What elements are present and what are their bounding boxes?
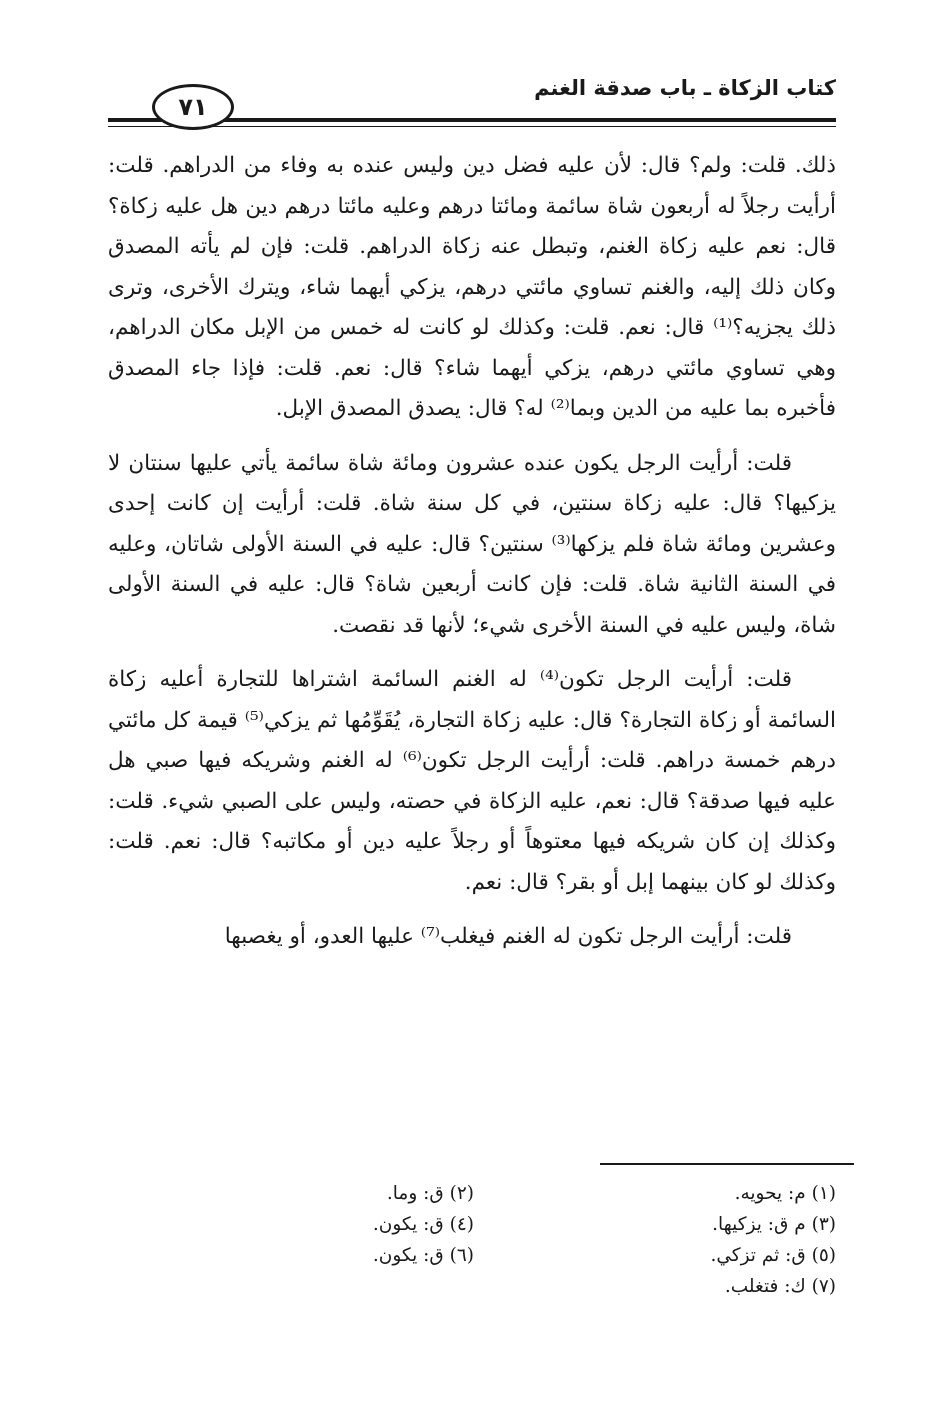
main-text [108,146,836,972]
footnote-4: (٤) ق: يكون. [372,1214,474,1235]
footnote-5: (٥) ق: ثم تزكي. [710,1245,836,1266]
header-rule-thin [108,126,836,127]
page-number-oval [152,84,234,130]
footnote-2: (٢) ق: وما. [386,1183,474,1204]
paragraph-3: قلت: أرأيت الرجل تكون⁽⁴⁾ له الغنم السائمة اشتراها للتجارة أعليه زكاة السائمة أو زكاة التجارة؟ قال: عليه زكاة التجارة، يُقَوِّمُها ثم يزكي⁽⁵⁾ قيمة كل مائتي درهم خمسة دراهم. قلت: أرأيت الرجل تكون⁽⁶⁾ له الغنم وشريكه فيها صبي هل عليه فيها صدقة؟ قال: نعم، عليه الزكاة في حصته، وليس على الصبي شيء. قلت: وكذلك إن كان شريكه فيها معتوهاً أو رجلاً عليه دين أو مكاتبه؟ قال: نعم. قلت: وكذلك لو كان بينهما إبل أو بقر؟ قال: نعم. [108,667,836,895]
footnote-1: (١) م: يحويه. [734,1183,836,1204]
footnote-separator [600,1163,854,1165]
footnotes-left-column [274,1178,474,1271]
footnote-7: (٧) ك: فتغلب. [724,1276,836,1297]
page-number: ٧١ [178,93,208,121]
paragraph-4: قلت: أرأيت الرجل تكون له الغنم فيغلب⁽⁷⁾ عليها العدو، أو يغصبها [224,924,792,949]
footnote-6: (٦) ق: يكون. [372,1245,474,1266]
footnotes-right-column [576,1178,836,1302]
paragraph-2: قلت: أرأيت الرجل يكون عنده عشرون ومائة شاة سائمة يأتي عليها سنتان لا يزكيها؟ قال: عليه زكاة سنتين، في كل سنة شاة. قلت: أرأيت إن كانت إحدى وعشرين ومائة شاة فلم يزكها⁽³⁾ سنتين؟ قال: عليه في السنة الأولى شاتان، وعليه في السنة الثانية شاة. قلت: فإن كانت أربعين شاة؟ قال: عليه في السنة الأولى شاة، وليس عليه في السنة الأخرى شيء؛ لأنها قد نقصت. [108,450,837,638]
footnote-3: (٣) م ق: يزكيها. [712,1214,836,1235]
running-title: كتاب الزكاة ـ باب صدقة الغنم [534,76,836,100]
paragraph-1: ذلك. قلت: ولم؟ قال: لأن عليه فضل دين وليس عنده به وفاء من الدراهم. قلت: أرأيت رجلاً له أربعون شاة سائمة ومائتا درهم وعليه مائتا درهم دين هل عليه زكاة؟ قال: نعم عليه زكاة الغنم، وتبطل عنه زكاة الدراهم. قلت: فإن لم يأته المصدق وكان ذلك إليه، والغنم تساوي مائتي درهم، يزكي أيهما شاء، ويترك الأخرى، وترى ذلك يجزيه؟⁽¹⁾ قال: نعم. قلت: وكذلك لو كانت له خمس من الإبل مكان الدراهم، وهي تساوي مائتي درهم، يزكي أيهما شاء؟ قال: نعم. قلت: فإذا جاء المصدق فأخبره بما عليه من الدين وبما⁽²⁾ له؟ قال: يصدق المصدق الإبل. [108,153,837,421]
